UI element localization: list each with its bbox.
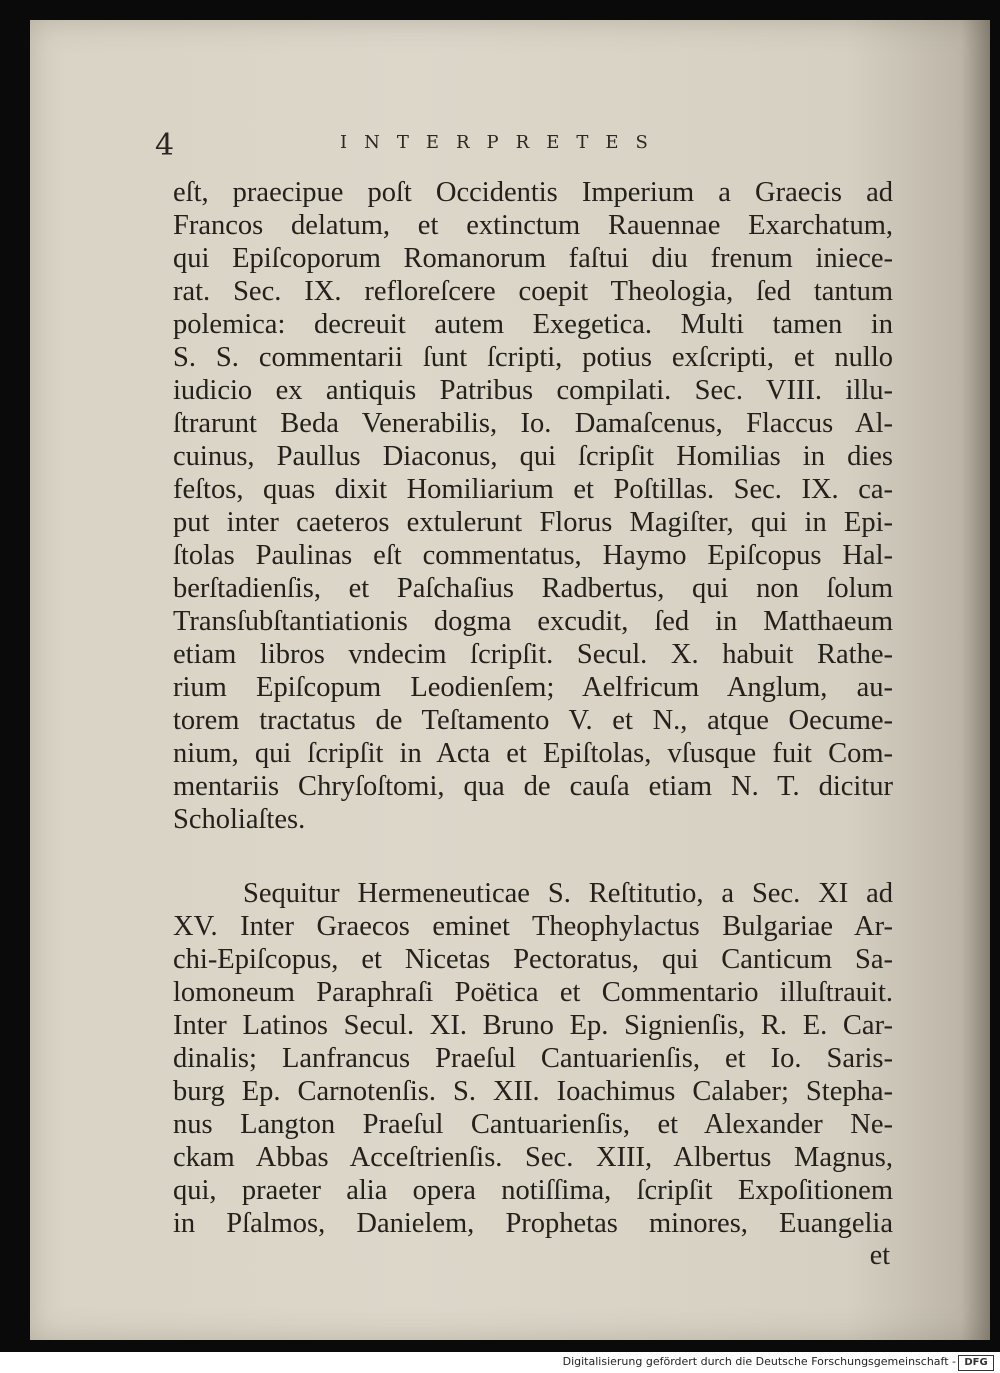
text-line: Transſubſtantiationis dogma excudit, ſed in Matthaeum [173,606,893,637]
text-line: Scholiaſtes. [173,804,306,835]
text-line: nus Langton Praeſul Cantuarienſis, et Alexander Ne- [173,1109,893,1140]
running-head: INTERPRETES [340,132,665,153]
paragraph-spacer [173,836,893,877]
text-line: qui Epiſcoporum Romanorum faſtui diu frenum iniece- [173,243,893,274]
page-number: 4 [155,128,175,163]
text-line: polemica: decreuit autem Exegetica. Multi tamen in [173,309,893,340]
text-line: ckam Abbas Acceſtrienſis. Sec. XIII, Albertus Magnus, [173,1142,893,1173]
footer-bar [0,1352,1000,1373]
text-line: dinalis; Lanfrancus Praeſul Cantuarienſis, et Io. Saris- [173,1043,893,1074]
text-line: chi-Epiſcopus, et Nicetas Pectoratus, qui Canticum Sa- [173,944,893,975]
text-line: torem tractatus de Teſtamento V. et N., atque Oecume- [173,705,893,736]
text-line: cuinus, Paullus Diaconus, qui ſcripſit Homilias in dies [173,441,893,472]
text-line: mentariis Chryſoſtomi, qua de cauſa etiam N. T. dicitur [173,771,893,802]
funding-note: Digitalisierung gefördert durch die Deutsche Forschungsgemeinschaft - [562,1355,956,1368]
text-line: eſt, praecipue poſt Occidentis Imperium a Graecis ad [173,177,893,208]
text-line: rat. Sec. IX. refloreſcere coepit Theologia, ſed tantum [173,276,893,307]
text-line: in Pſalmos, Danielem, Prophetas minores, Euangelia [173,1208,893,1239]
paragraph-2 [173,877,893,1240]
text-line: ſtolas Paulinas eſt commentatus, Haymo Epiſcopus Hal- [173,540,893,571]
main-text [173,176,893,1240]
text-line: burg Ep. Carnotenſis. S. XII. Ioachimus Calaber; Stepha- [173,1076,893,1107]
text-line: berſtadienſis, et Paſchaſius Radbertus, qui non ſolum [173,573,893,604]
text-line: Francos delatum, et extinctum Rauennae Exarchatum, [173,210,893,241]
text-line: Sequitur Hermeneuticae S. Reſtitutio, a Sec. XI ad [243,878,893,909]
dfg-logo-icon: DFG [958,1355,994,1371]
text-line: iudicio ex antiquis Patribus compilati. Sec. VIII. illu- [173,375,893,406]
text-line: ſtrarunt Beda Venerabilis, Io. Damaſcenus, Flaccus Al- [173,408,893,439]
catchword: et [869,1240,890,1271]
text-line: rium Epiſcopum Leodienſem; Aelfricum Anglum, au- [173,672,893,703]
text-line: feſtos, quas dixit Homiliarium et Poſtillas. Sec. IX. ca- [173,474,893,505]
text-line: put inter caeteros extulerunt Florus Magiſter, qui in Epi- [173,507,893,538]
text-line: etiam libros vndecim ſcripſit. Secul. X. habuit Rathe- [173,639,893,670]
paragraph-1 [173,176,893,836]
text-line: nium, qui ſcripſit in Acta et Epiſtolas, vſusque fuit Com- [173,738,893,769]
text-line: qui, praeter alia opera notiſſima, ſcripſit Expoſitionem [173,1175,893,1206]
text-line: XV. Inter Graecos eminet Theophylactus Bulgariae Ar- [173,911,893,942]
text-line: lomoneum Paraphraſi Poëtica et Commentario illuſtrauit. [173,977,893,1008]
text-line: Inter Latinos Secul. XI. Bruno Ep. Signienſis, R. E. Car- [173,1010,893,1041]
text-line: S. S. commentarii ſunt ſcripti, potius exſcripti, et nullo [173,342,893,373]
